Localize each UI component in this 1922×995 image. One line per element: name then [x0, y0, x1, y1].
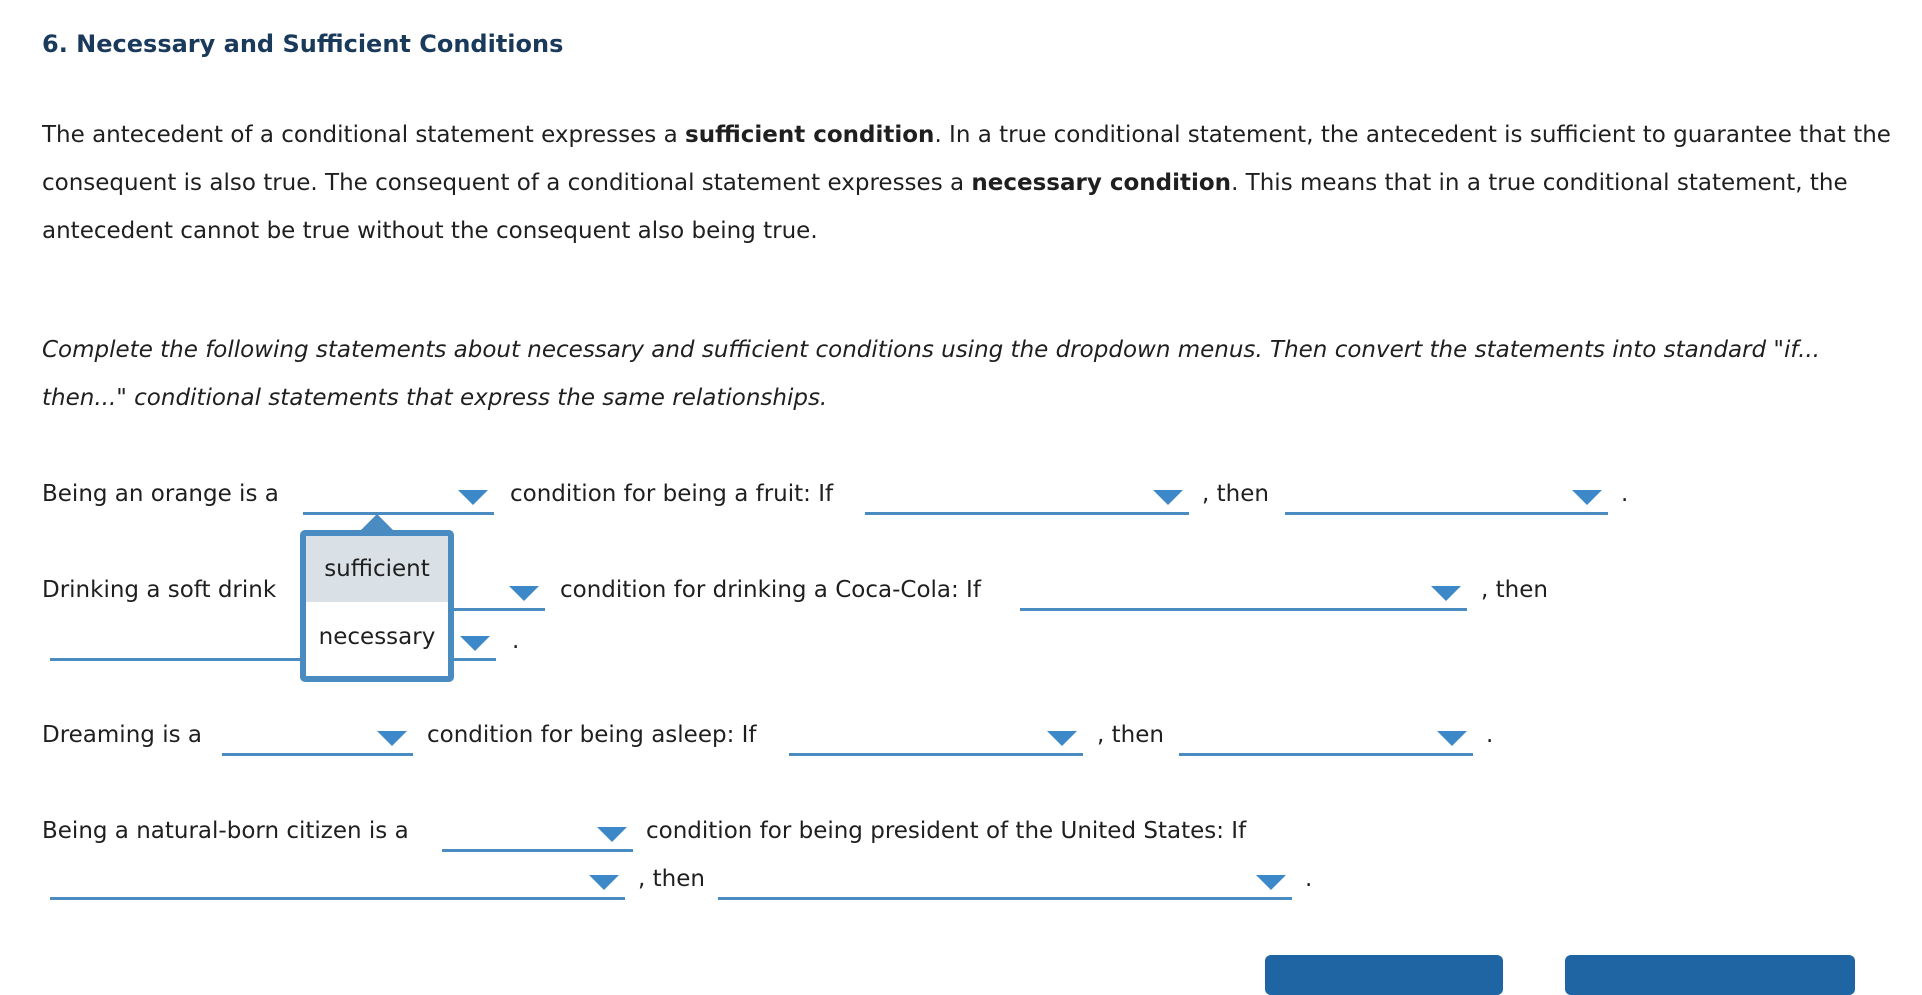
- explanation-paragraph: [42, 111, 1892, 255]
- chevron-down-icon: [1256, 875, 1286, 890]
- statement-3-then-dropdown[interactable]: [1179, 723, 1473, 756]
- statement-1-prefix: Being an orange is a: [42, 481, 279, 507]
- statement-3-if-dropdown[interactable]: [789, 723, 1083, 756]
- statement-1-then: , then: [1202, 481, 1269, 507]
- grade-button[interactable]: [1265, 955, 1503, 995]
- statement-3-then: , then: [1097, 722, 1164, 748]
- statement-4-if-dropdown[interactable]: [50, 867, 625, 900]
- popup-pointer: [361, 514, 393, 530]
- option-sufficient[interactable]: sufficient: [306, 536, 448, 602]
- statement-1-period: .: [1621, 481, 1629, 507]
- chevron-down-icon: [377, 731, 407, 746]
- statement-2-prefix: Drinking a soft drink: [42, 577, 277, 603]
- statement-1-then-dropdown[interactable]: [1285, 482, 1608, 515]
- statement-4-period: .: [1305, 866, 1313, 892]
- chevron-down-icon: [1431, 586, 1461, 601]
- statement-4-condition-dropdown[interactable]: [442, 819, 633, 852]
- statement-4-prefix: Being a natural-born citizen is a: [42, 818, 409, 844]
- statement-3-period: .: [1486, 722, 1494, 748]
- chevron-down-icon: [1437, 731, 1467, 746]
- chevron-down-icon: [1572, 490, 1602, 505]
- instructions: Complete the following statements about necessary and sufficient conditions using the dropdown menus. Then convert the statements into standard "if... then..." conditional statements that express the same relationships.: [42, 337, 1820, 411]
- statement-2-if-dropdown[interactable]: [1020, 578, 1467, 611]
- statement-2-period: .: [512, 628, 520, 654]
- chevron-down-icon: [1047, 731, 1077, 746]
- paragraph-text-3: . This means that in a true conditional statement, the antecedent cannot be true without the consequent also being true.: [42, 170, 1848, 244]
- paragraph-text-1: The antecedent of a conditional statement expresses a: [42, 122, 686, 148]
- chevron-down-icon: [458, 490, 488, 505]
- statement-1-middle: condition for being a fruit: If: [510, 481, 834, 507]
- save-continue-button[interactable]: [1565, 955, 1855, 995]
- chevron-down-icon: [1153, 490, 1183, 505]
- statement-2-middle: condition for drinking a Coca-Cola: If: [560, 577, 981, 603]
- statement-1-condition-dropdown[interactable]: [303, 482, 494, 515]
- paragraph-text-2: . In a true conditional statement, the antecedent is sufficient to guarantee that the consequent is also true. The consequent of a conditional statement expresses a: [42, 122, 1891, 196]
- statement-3-middle: condition for being asleep: If: [427, 722, 757, 748]
- sufficient-condition-term: sufficient condition: [685, 122, 935, 148]
- statement-2-condition-dropdown[interactable]: [454, 578, 545, 611]
- necessary-condition-term: necessary condition: [971, 170, 1232, 196]
- chevron-down-icon: [589, 875, 619, 890]
- question-title: 6. Necessary and Sufficient Conditions: [42, 30, 564, 58]
- dropdown-popup: [300, 530, 454, 682]
- statement-3-prefix: Dreaming is a: [42, 722, 202, 748]
- statement-3-condition-dropdown[interactable]: [222, 723, 413, 756]
- option-necessary[interactable]: necessary: [306, 604, 448, 670]
- chevron-down-icon: [597, 827, 627, 842]
- statement-4-middle: condition for being president of the United States: If: [646, 818, 1247, 844]
- statement-1-if-dropdown[interactable]: [865, 482, 1189, 515]
- chevron-down-icon: [460, 636, 490, 651]
- statement-4-then: , then: [638, 866, 705, 892]
- statement-4-then-dropdown[interactable]: [718, 867, 1292, 900]
- statement-2-then: , then: [1481, 577, 1548, 603]
- chevron-down-icon: [509, 586, 539, 601]
